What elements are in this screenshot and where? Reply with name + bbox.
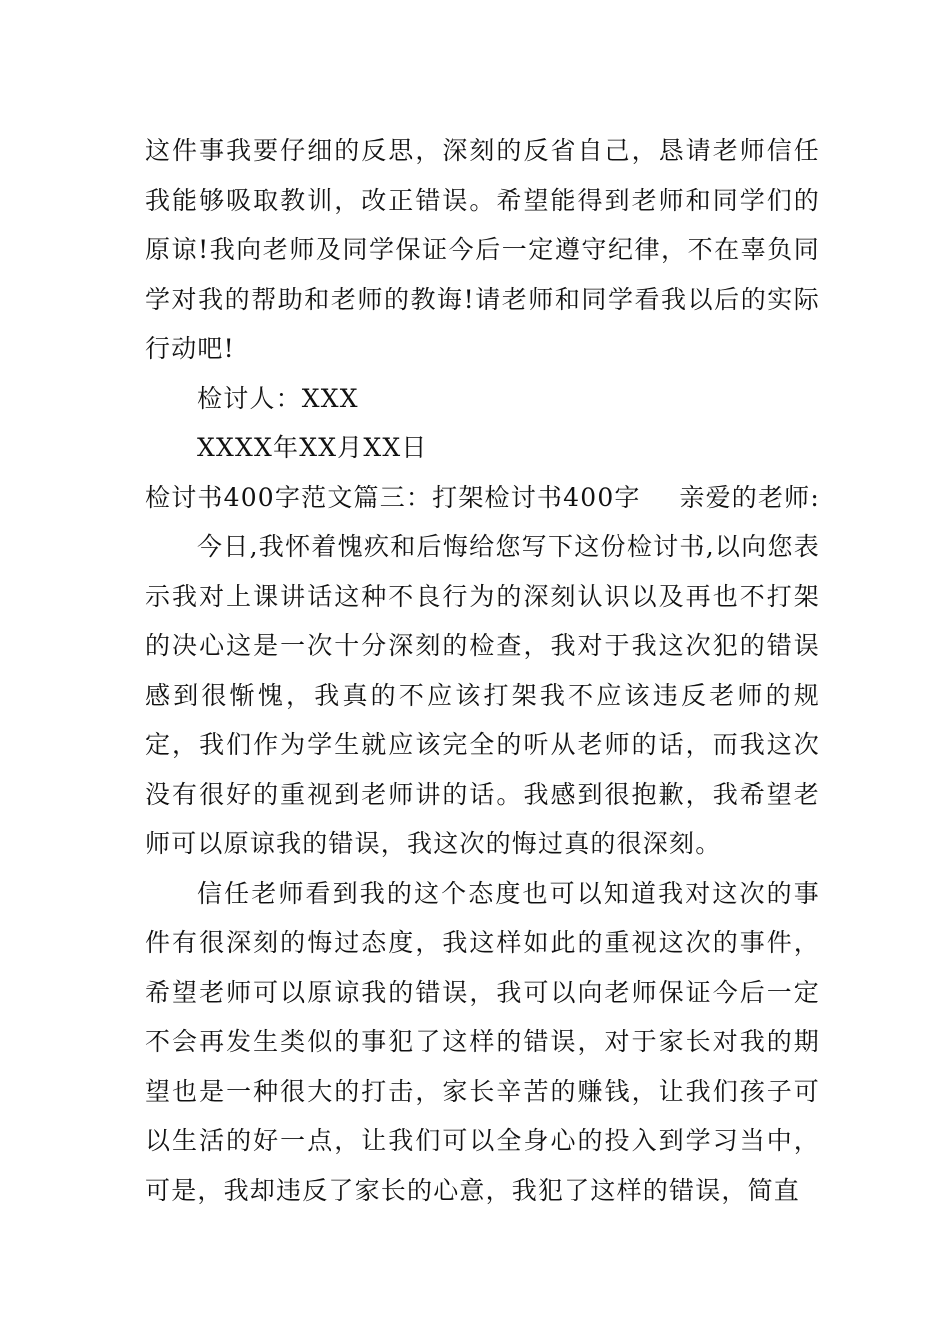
section-title: 检讨书400字范文篇三：打架检讨书400字 [145, 482, 641, 512]
paragraph-continuation: 这件事我要仔细的反思，深刻的反省自己，恳请老师信任我能够吸取教训，改正错误。希望能得到老师和同学们的原谅!我向老师及同学保证今后一定遵守纪律，不在辜负同学对我的帮助和老师的教诲!请老师和同学看我以后的实际行动吧! [145, 136, 820, 363]
document-page [145, 126, 820, 1236]
body-paragraph-2: 信任老师看到我的这个态度也可以知道我对这次的事件有很深刻的悔过态度，我这样如此的重视这次的事件，希望老师可以原谅我的错误，我可以向老师保证今后一定不会再发生类似的事犯了这样的错误，对于家长对我的期望也是一种很大的打击，家长辛苦的赚钱，让我们孩子可以生活的好一点，让我们可以全身心的投入到学习当中，可是，我却违反了家长的心意，我犯了这样的错误，简直 [145, 878, 820, 1205]
section-heading-line [145, 473, 820, 523]
signature-line: 检讨人：XXX [197, 383, 359, 413]
body-paragraph-1: 今日,我怀着愧疚和后悔给您写下这份检讨书,以向您表示我对上课讲话这种不良行为的深刻认识以及再也不打架的决心这是一次十分深刻的检查，我对于我这次犯的错误感到很惭愧，我真的不应该打架我不应该违反老师的规定，我们作为学生就应该完全的听从老师的话，而我这次没有很好的重视到老师讲的话。我感到很抱歉，我希望老师可以原谅我的错误，我这次的悔过真的很深刻。 [145, 532, 820, 858]
salutation: 亲爱的老师: [679, 482, 820, 512]
date-line: XXXX年XX月XX日 [197, 433, 428, 462]
